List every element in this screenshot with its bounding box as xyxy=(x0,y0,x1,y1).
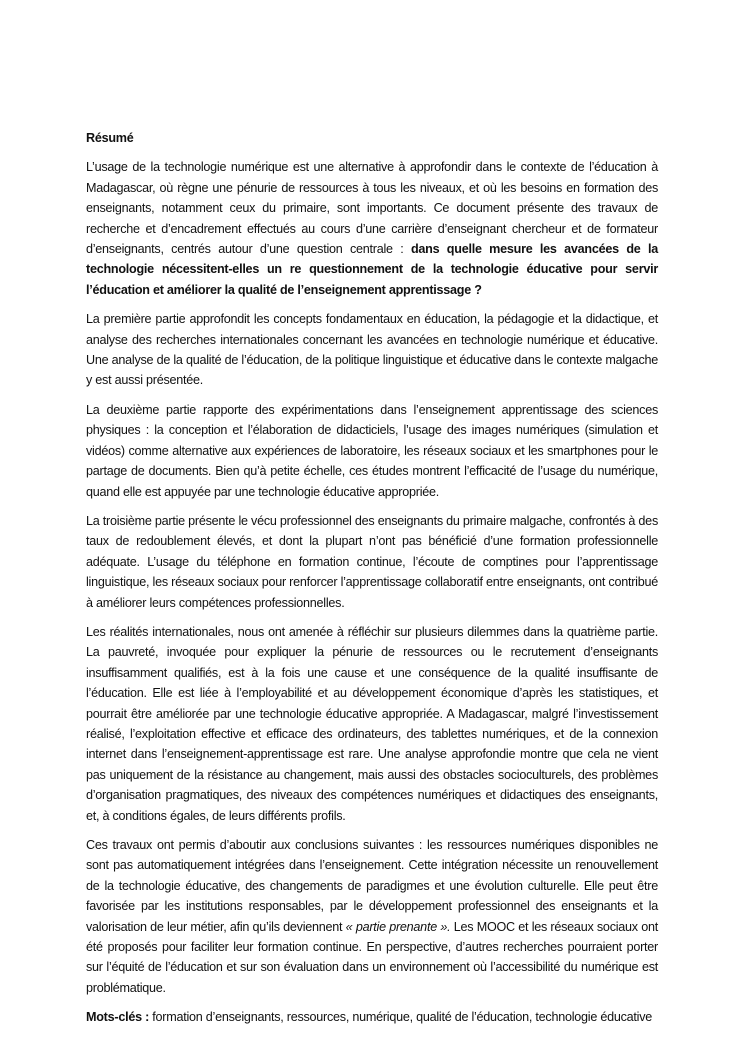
conclusions-italic-phrase: « partie prenante ». xyxy=(345,919,451,934)
keywords-line xyxy=(86,1007,658,1027)
keywords-text: formation d’enseignants, ressources, numérique, qualité de l’éducation, technologie éducative xyxy=(149,1010,652,1025)
conclusions-text-after: Les MOOC et les réseaux sociaux ont été proposés pour faciliter leur formation continue. En perspective, d’autres recherches pourraient porter sur l’équité de l’éducation et sur son évaluation dans un environnement où l’accessibilité du numérique est problématique. xyxy=(86,919,658,995)
paragraph-intro xyxy=(86,157,658,300)
paragraph-part-one: La première partie approfondit les concepts fondamentaux en éducation, la pédagogie et la didactique, et analyse des recherches internationales concernant les avancées en technologie numérique et éducative. Une analyse de la qualité de l’éducation, de la politique linguistique et éducative dans le contexte malgache y est aussi présentée. xyxy=(86,312,658,388)
paragraph-part-two: La deuxième partie rapporte des expérimentations dans l’enseignement apprentissage des sciences physiques : la conception et l’élaboration de didacticiels, l’usage des images numériques (simulation et vidéos) comme alternative aux expériences de laboratoire, les réseaux sociaux et les smartphones pour le partage de documents. Bien qu’à petite échelle, ces études montrent l’efficacité de l’usage du numérique, quand elle est appuyée par une technologie éducative appropriée. xyxy=(86,402,658,499)
central-question: dans quelle mesure les avancées de la technologie nécessitent-elles un re questionnement de la technologie éducative pour servir l’éducation et améliorer la qualité de l’enseignement apprentissage ? xyxy=(86,242,658,297)
document-page xyxy=(86,128,658,1037)
conclusions-text-before: Ces travaux ont permis d’aboutir aux conclusions suivantes : les ressources numériques disponibles ne sont pas automatiquement intégrées dans l’enseignement. Cette intégration nécessite un renouvellement de la technologie éducative, des changements de paradigmes et une évolution culturelle. Elle peut être favorisée par les institutions responsables, par le développement professionnel des enseignants et la valorisation de leur métier, afin qu’ils deviennent xyxy=(86,838,658,934)
abstract-title: Résumé xyxy=(86,131,134,145)
keywords-label: Mots-clés : xyxy=(86,1010,150,1025)
paragraph-part-three: La troisième partie présente le vécu professionnel des enseignants du primaire malgache, confrontés à des taux de redoublement élevés, et dont la plupart n’ont pas bénéficié d’une formation professionnelle adéquate. L’usage du téléphone en formation continue, l’écoute de comptines pour l’apprentissage linguistique, les réseaux sociaux pour renforcer l’apprentissage collaboratif entre enseignants, ont contribué à améliorer leurs compétences professionnelles. xyxy=(86,513,658,610)
intro-text: L’usage de la technologie numérique est une alternative à approfondir dans le contexte de l’éducation à Madagascar, où règne une pénurie de ressources à tous les niveaux, et où les besoins en formation des enseignants, notamment ceux du primaire, sont importants. Ce document présente des travaux de recherche et d’encadrement effectués au cours d’une carrière d’enseignant chercheur et de formateur d’enseignants, centrés autour d’une question centrale : xyxy=(86,160,658,257)
paragraph-part-four: Les réalités internationales, nous ont amenée à réfléchir sur plusieurs dilemmes dans la quatrième partie. La pauvreté, invoquée pour expliquer la pénurie de ressources ou le recrutement d’enseignants insuffisamment qualifiés, est à la fois une cause et une conséquence de la qualité insuffisante de l’éducation. Elle est liée à l’employabilité et au développement économique d’après les statistiques, et pourrait être améliorée par une technologie éducative appropriée. A Madagascar, malgré l’investissement réalisé, l’exploitation effective et efficace des ordinateurs, des tablettes numériques, et de la connexion internet dans l’enseignement-apprentissage est rare. Une analyse approfondie montre que cela ne vient pas uniquement de la résistance au changement, mais aussi des obstacles socioculturels, des problèmes d’organisation pragmatiques, des niveaux des compétences numériques et didactiques des enseignants, et, à conditions égales, de leurs différents profils. xyxy=(86,624,658,823)
paragraph-conclusions xyxy=(86,835,658,998)
